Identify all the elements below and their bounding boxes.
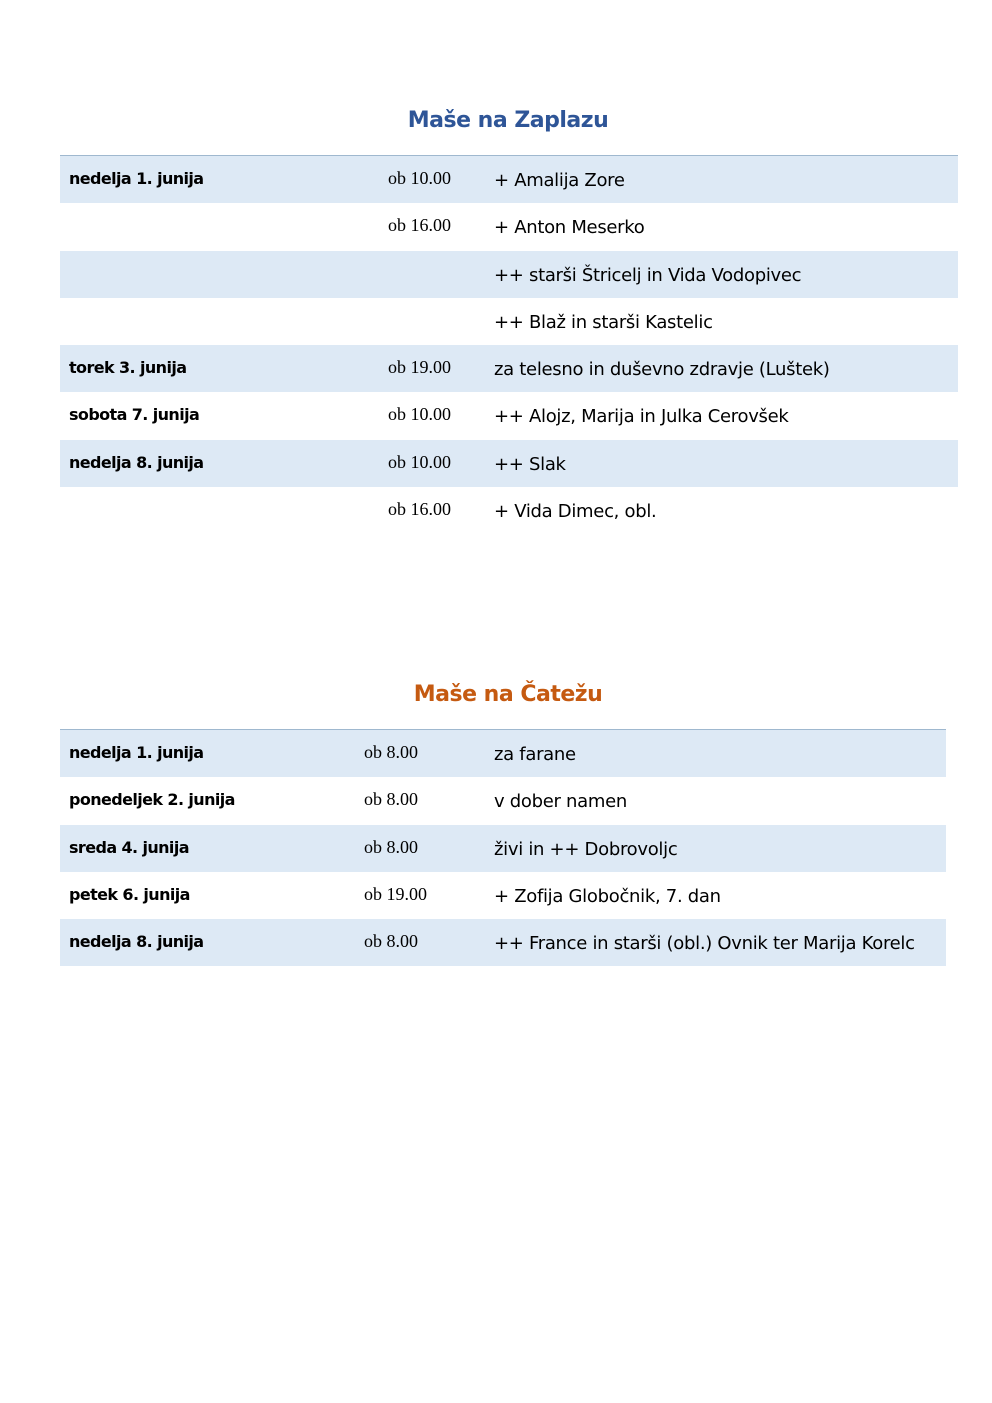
day-cell: ponedeljek 2. junija [69, 790, 235, 810]
intention-cell: v dober namen [494, 791, 627, 813]
day-cell: nedelja 1. junija [69, 743, 204, 762]
day-cell: nedelja 1. junija [69, 169, 204, 188]
table-row [60, 777, 946, 824]
time-cell: ob 8.00 [364, 742, 418, 762]
intention-cell: za farane [494, 744, 576, 765]
time-cell: ob 19.00 [388, 357, 451, 378]
day-cell: petek 6. junija [69, 884, 190, 904]
table-row [60, 919, 946, 966]
table-row [60, 156, 958, 203]
day-cell: nedelja 8. junija [69, 932, 204, 952]
time-cell: ob 10.00 [388, 451, 451, 472]
intention-cell: živi in ++ Dobrovoljc [494, 838, 678, 860]
intention-cell: + Amalija Zore [494, 170, 625, 191]
intention-cell: ++ starši Štricelj in Vida Vodopivec [494, 264, 802, 286]
table-row [60, 298, 958, 345]
table-row [60, 872, 946, 919]
intention-cell: ++ Alojz, Marija in Julka Cerovšek [494, 406, 789, 428]
intention-cell: ++ France in starši (obl.) Ovnik ter Marija Korelc [494, 933, 915, 955]
table-row [60, 730, 946, 777]
table-row [60, 203, 958, 250]
table-row [60, 392, 958, 439]
intention-cell: + Vida Dimec, obl. [494, 501, 657, 523]
intention-cell: + Anton Meserko [494, 217, 645, 239]
intention-cell: ++ Slak [494, 453, 566, 475]
section-title-catez: Maše na Čatežu [413, 682, 603, 707]
table-row [60, 440, 958, 487]
intention-cell: ++ Blaž in starši Kastelic [494, 311, 713, 333]
section-title-zaplaz: Maše na Zaplazu [407, 108, 609, 133]
mass-table-zaplaz [60, 155, 958, 534]
time-cell: ob 10.00 [388, 404, 451, 425]
time-cell: ob 8.00 [364, 836, 418, 857]
table-row [60, 345, 958, 392]
table-row [60, 825, 946, 872]
day-cell: sreda 4. junija [69, 837, 189, 857]
intention-cell: za telesno in duševno zdravje (Luštek) [494, 359, 830, 381]
time-cell: ob 16.00 [388, 215, 451, 236]
mass-table-catez [60, 729, 946, 966]
time-cell: ob 8.00 [364, 931, 418, 952]
time-cell: ob 16.00 [388, 499, 451, 520]
table-row [60, 487, 958, 534]
intention-cell: + Zofija Globočnik, 7. dan [494, 885, 721, 907]
day-cell: nedelja 8. junija [69, 452, 204, 472]
day-cell: sobota 7. junija [69, 405, 200, 425]
time-cell: ob 10.00 [388, 168, 451, 188]
day-cell: torek 3. junija [69, 358, 187, 378]
table-row [60, 251, 958, 298]
time-cell: ob 19.00 [364, 883, 427, 904]
time-cell: ob 8.00 [364, 789, 418, 810]
